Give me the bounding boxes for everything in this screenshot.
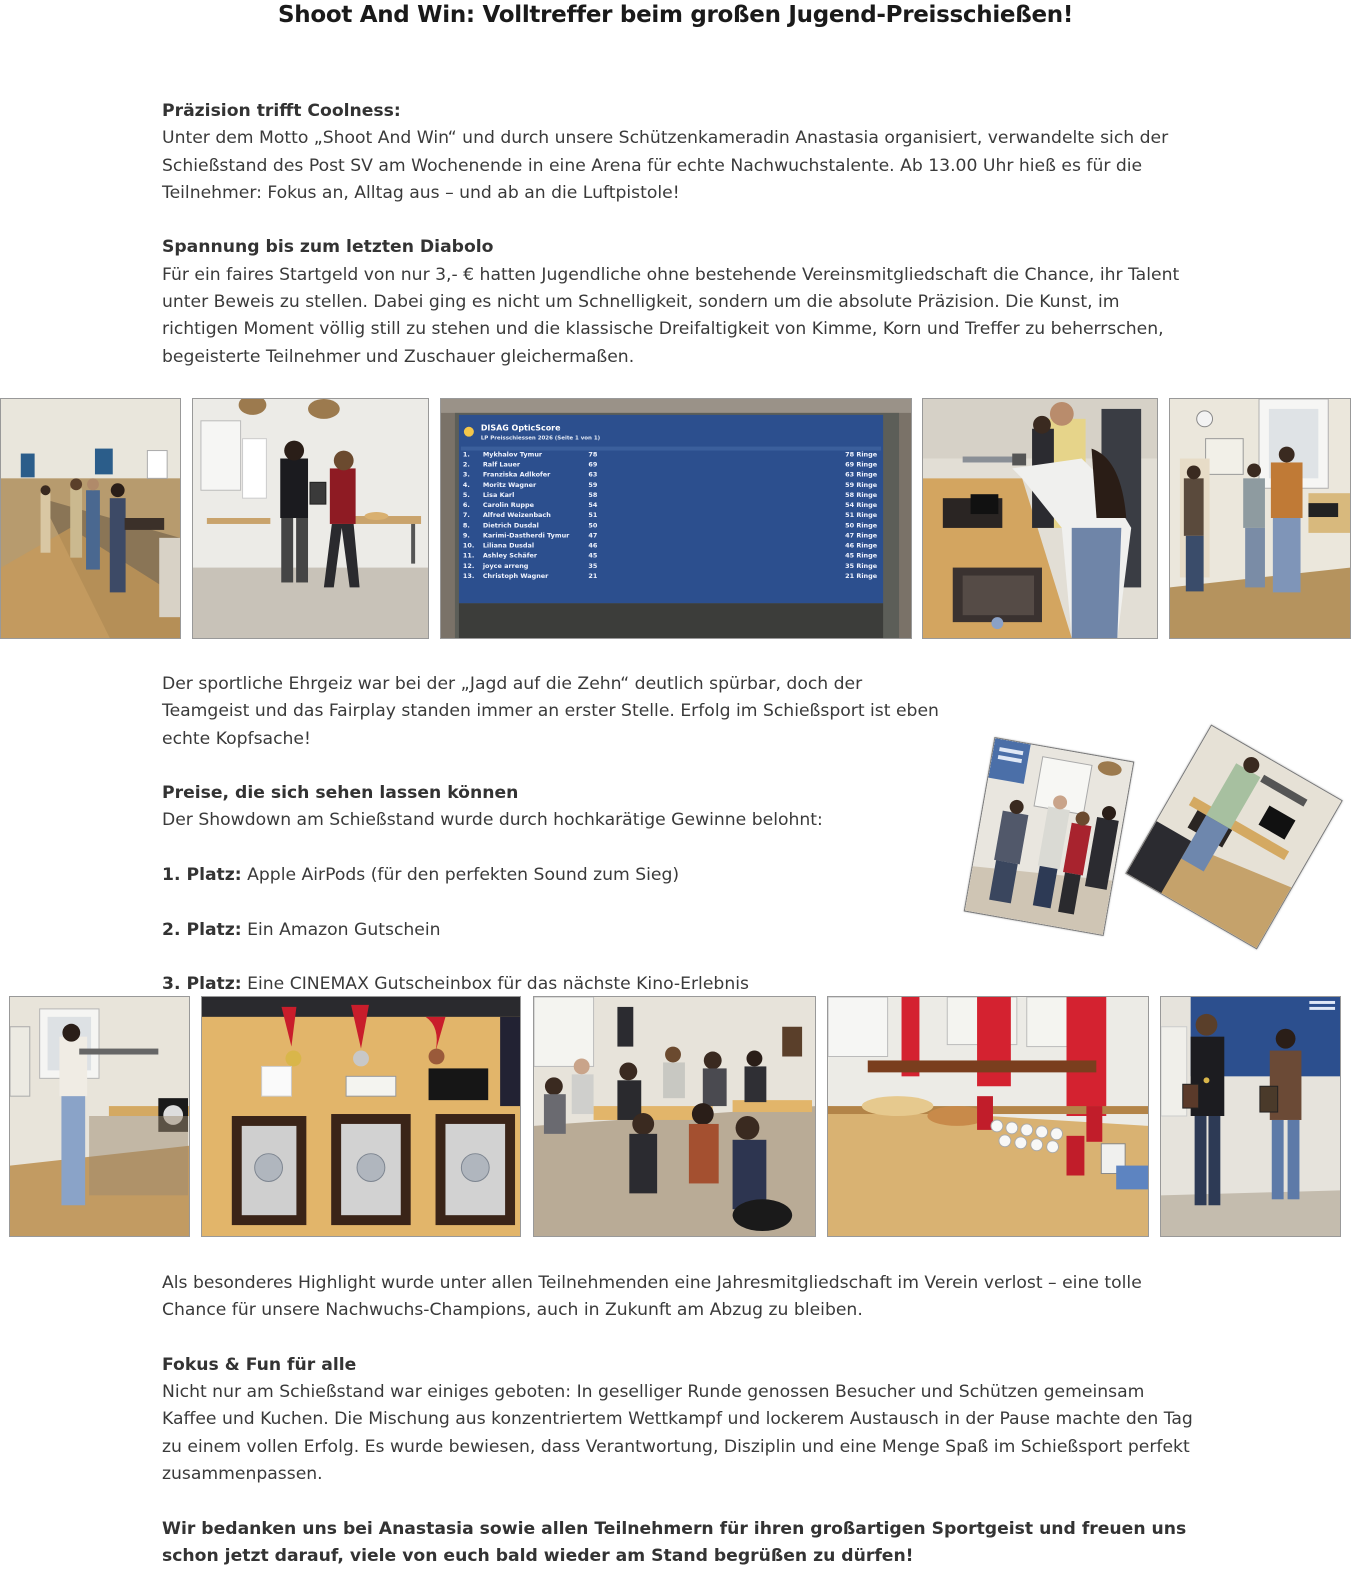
scoreboard-score: 46 [588, 541, 598, 550]
photo-pistol-shooting [922, 398, 1158, 639]
scoreboard-rings: 78 Ringe [845, 450, 878, 459]
scoreboard-rank: 2. [462, 460, 470, 469]
scoreboard-rank: 6. [462, 501, 470, 510]
scoreboard-rank: 8. [462, 521, 470, 530]
scoreboard-name: Lisa Karl [482, 490, 515, 499]
closing-thanks: Wir bedanken uns bei Anastasia sowie allen Teilnehmern für ihren großartigen Sportgeist und freuen uns schon jetzt darauf, viele von euch bald wieder am Stand begrüßen zu dürfen! [162, 1518, 1187, 1566]
scoreboard-rings: 21 Ringe [845, 571, 878, 580]
scoreboard-name: Ashley Schäfer [482, 551, 538, 560]
scoreboard-score: 45 [588, 551, 598, 560]
scoreboard-score: 21 [588, 571, 598, 580]
scoreboard-rings: 63 Ringe [845, 470, 878, 479]
scoreboard-score: 54 [588, 501, 598, 510]
scoreboard-rank: 3. [462, 470, 470, 479]
section-heading-fun: Fokus & Fun für alle [162, 1354, 357, 1375]
scoreboard-score: 58 [588, 490, 598, 499]
photo-shooting-range-line [0, 398, 181, 639]
scoreboard-rings: 58 Ringe [845, 490, 878, 499]
scoreboard-rings: 47 Ringe [845, 531, 878, 540]
scoreboard-name: Moritz Wagner [482, 480, 537, 489]
scoreboard-rank: 9. [462, 531, 470, 540]
photo-coffee-cake-table [827, 996, 1149, 1237]
scoreboard-rank: 11. [462, 551, 475, 560]
scoreboard-name: joyce arreng [482, 561, 529, 570]
photo-winners-portrait [1160, 996, 1341, 1237]
scoreboard-rank: 13. [462, 571, 475, 580]
intro-text-block [162, 98, 1197, 371]
page-title: Shoot And Win: Volltreffer beim großen Jugend-Preisschießen! [277, 2, 1074, 28]
prize-item-third: 3. Platz: Eine CINEMAX Gutscheinbox für das nächste Kino-Erlebnis [162, 974, 749, 995]
photo-award-handover [192, 398, 429, 639]
scoreboard-name: Dietrich Dusdal [482, 521, 539, 530]
photo-rifle-shooting [1169, 398, 1351, 639]
scoreboard-rings: 35 Ringe [845, 561, 878, 570]
scoreboard-subtitle: LP Preisschiessen 2026 (Seite 1 von 1) [480, 435, 601, 442]
photo-tilted-range-side [1125, 725, 1343, 950]
photo-prizes-table [201, 996, 521, 1237]
scoreboard-score: 35 [588, 561, 598, 570]
scoreboard-rank: 4. [462, 480, 470, 489]
scoreboard-rings: 51 Ringe [845, 511, 878, 520]
scoreboard-rank: 7. [462, 511, 470, 520]
prizes-text-block [162, 671, 952, 999]
scoreboard-rings: 45 Ringe [845, 551, 878, 560]
scoreboard-name: Liliana Dusdal [482, 541, 535, 550]
scoreboard-score: 59 [588, 480, 598, 489]
scoreboard-rank: 10. [462, 541, 475, 550]
section-heading-suspense: Spannung bis zum letzten Diabolo [162, 237, 494, 258]
scoreboard-rings: 54 Ringe [845, 501, 878, 510]
scoreboard-name: Carolin Ruppe [482, 501, 534, 510]
scoreboard-name: Mykhalov Tymur [482, 450, 543, 459]
scoreboard-score: 50 [588, 521, 598, 530]
section-body-fun: Nicht nur am Schießstand war einiges geboten: In geselliger Runde genossen Besucher und Schützen gemeinsam Kaffee und Kuchen. Die Mischung aus konzentriertem Wettkampf und lockerem Austausch in der Pause machte den Tag zu einem vollen Erfolg. Es wurde bewiesen, dass Verantwortung, Disziplin und eine Menge Spaß im Schießsport perfekt zusammenpassen. [162, 1382, 1193, 1485]
scoreboard-rank: 1. [462, 450, 470, 459]
scoreboard-score: 78 [588, 450, 598, 459]
closing-text-block [162, 1270, 1197, 1570]
scoreboard-name: Franziska Adlkofer [482, 470, 551, 479]
prize-item-first: 1. Platz: Apple AirPods (für den perfekten Sound zum Sieg) [162, 865, 680, 886]
scoreboard-name: Alfred Weizenbach [482, 511, 551, 520]
section-heading-precision: Präzision trifft Coolness: [162, 101, 401, 121]
photo-audience-seated [533, 996, 816, 1237]
scoreboard-score: 63 [588, 470, 598, 479]
scoreboard-rank: 5. [462, 490, 470, 499]
prize-item-second: 2. Platz: Ein Amazon Gutschein [162, 919, 441, 940]
scoreboard-score: 51 [588, 511, 598, 520]
section-body-precision: Unter dem Motto „Shoot And Win“ und durch unsere Schützenkameradin Anastasia organisiert, verwandelte sich der Schießstand des Post SV am Wochenende in eine Arena für echte Nachwuchstalente. Ab 13.00 Uhr hieß es für die Teilnehmer: Fokus an, Alltag aus – und ab an die Luftpistole! [162, 128, 1169, 203]
photo-rifle-stance [9, 996, 190, 1237]
scoreboard-rings: 50 Ringe [845, 521, 878, 530]
scoreboard-name: Karimi-Dastherdi Tymur [482, 531, 570, 540]
section-body-highlight: Als besonderes Highlight wurde unter allen Teilnehmenden eine Jahresmitgliedschaft im Verein verlost – eine tolle Chance für unsere Nachwuchs-Champions, auch in Zukunft am Abzug zu bleiben. [162, 1273, 1142, 1321]
scoreboard-rings: 69 Ringe [845, 460, 878, 469]
section-body-suspense: Für ein faires Startgeld von nur 3,- € hatten Jugendliche ohne bestehende Vereinsmitgliedschaft die Chance, ihr Talent unter Beweis zu stellen. Dabei ging es nicht um Schnelligkeit, sondern um die absolute Präzision. Die Kunst, im richtigen Moment völlig still zu stehen und die klassische Dreifaltigkeit von Kimme, Korn und Treffer zu beherrschen, begeisterte Teilnehmer und Zuschauer gleichermaßen. [162, 264, 1180, 367]
scoreboard-name: Ralf Lauer [482, 460, 521, 469]
photo-scoreboard-projection [440, 398, 912, 639]
section-heading-prizes: Preise, die sich sehen lassen können [162, 783, 519, 804]
prizes-intro: Der Showdown am Schießstand wurde durch hochkarätige Gewinne belohnt: [162, 810, 823, 831]
scoreboard-score: 47 [588, 531, 598, 540]
photo-tilted-group-talk [964, 737, 1135, 936]
scoreboard-name: Christoph Wagner [482, 571, 549, 580]
scoreboard-rings: 46 Ringe [845, 541, 878, 550]
scoreboard-rank: 12. [462, 561, 475, 570]
scoreboard-brand: DISAG OpticScore [480, 423, 561, 433]
section-body-ambition: Der sportliche Ehrgeiz war bei der „Jagd auf die Zehn“ deutlich spürbar, doch der Teamgeist und das Fairplay standen immer an erster Stelle. Erfolg im Schießsport ist eben echte Kopfsache! [162, 674, 939, 749]
scoreboard-score: 69 [588, 460, 598, 469]
scoreboard-rings: 59 Ringe [845, 480, 878, 489]
